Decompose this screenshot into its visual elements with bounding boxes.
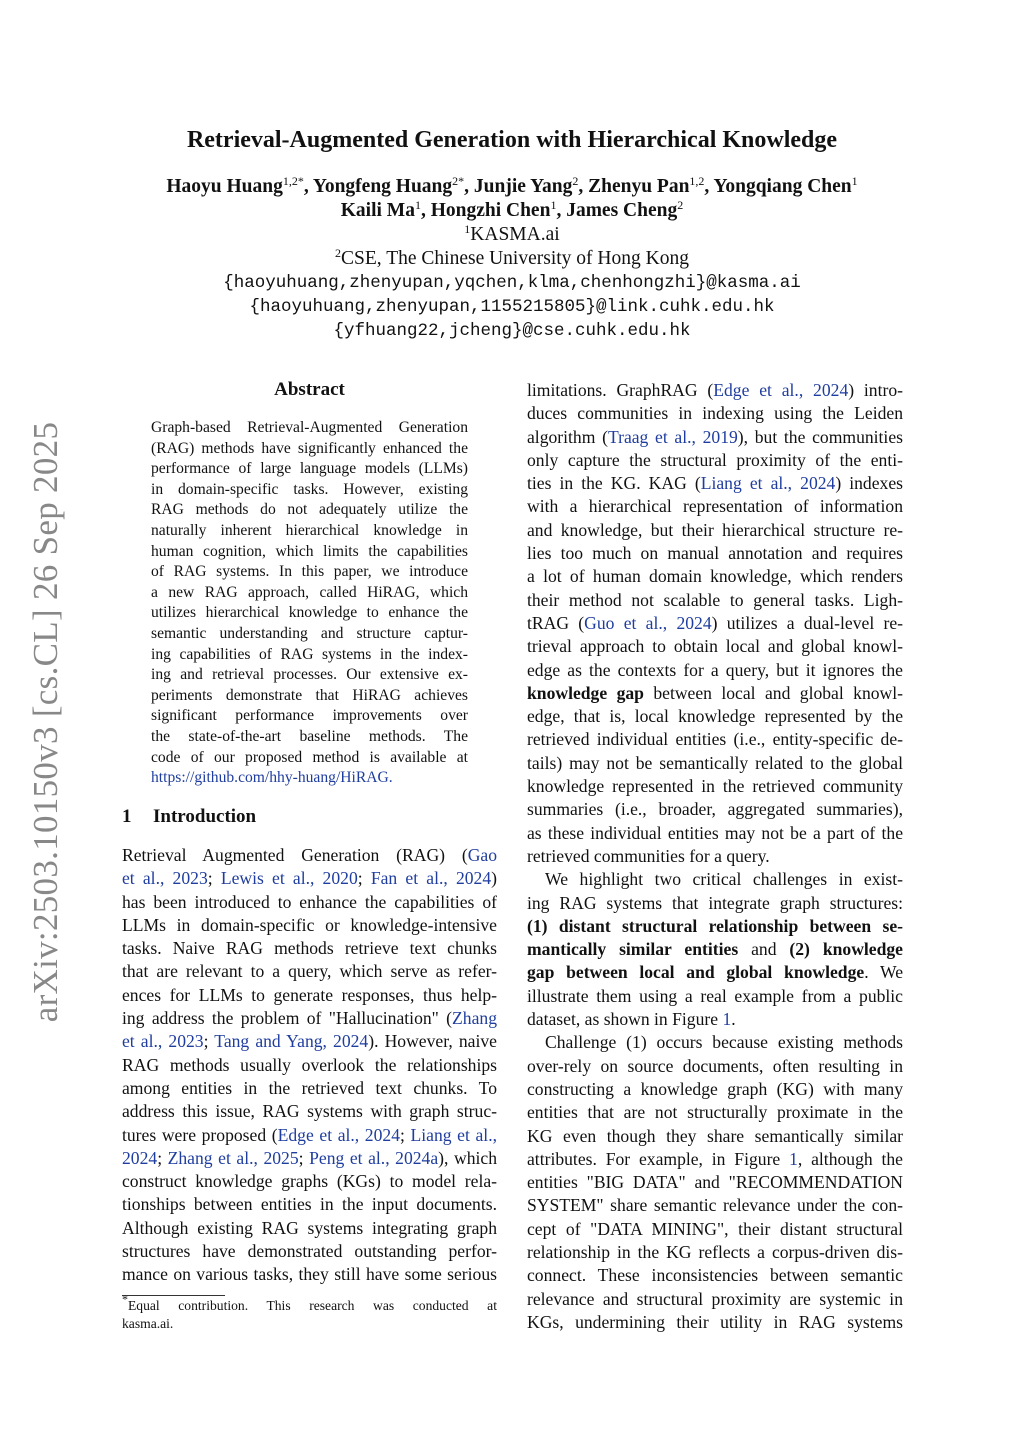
text-span: knowledge represented in the retrieved community bbox=[527, 776, 903, 797]
text-span: . We bbox=[864, 962, 904, 983]
text-line bbox=[527, 635, 903, 658]
text-line bbox=[527, 961, 903, 984]
text-span: tails) may not be semantically related to the global bbox=[527, 752, 903, 773]
text-span: duces communities in indexing using the Leiden bbox=[527, 403, 903, 424]
text-line bbox=[151, 500, 468, 521]
text-span: Retrieval Augmented Generation (RAG) ( bbox=[122, 845, 468, 865]
text-span: as these individual entities may not be a part of the bbox=[527, 822, 903, 843]
author: , Yongfeng Huang bbox=[303, 176, 453, 197]
affiliation-mark: 1 bbox=[550, 198, 557, 212]
citation-link[interactable]: 2024 bbox=[800, 473, 836, 494]
text-line bbox=[527, 1218, 903, 1241]
text-span: among entities in the retrieved text chunks. To bbox=[122, 1077, 497, 1098]
text-span: their method not scalable to general tasks. Ligh- bbox=[527, 589, 903, 610]
text-span: edge, that is, local knowledge represented by the bbox=[527, 706, 903, 727]
text-span: kasma.ai. bbox=[122, 1316, 174, 1331]
text-line bbox=[151, 768, 468, 789]
footnote-mark: * bbox=[122, 1292, 128, 1306]
affiliation-mark: 2* bbox=[452, 174, 465, 188]
text-span: dataset, as shown in Figure bbox=[527, 1009, 723, 1030]
text-span: , although the bbox=[797, 1148, 903, 1169]
text-line bbox=[122, 1054, 497, 1077]
text-line bbox=[527, 379, 903, 402]
text-span: in domain-specific tasks. However, existing bbox=[151, 480, 468, 498]
email-line: {haoyuhuang,zhenyupan,yqchen,klma,chenhongzhi}@kasma.ai bbox=[223, 273, 801, 293]
bold-text: mantically similar entities bbox=[527, 939, 739, 960]
footnote-rule bbox=[122, 1295, 225, 1296]
citation-link[interactable]: 2024 bbox=[122, 1147, 158, 1168]
email-line: {yfhuang22,jcheng}@cse.cuhk.edu.hk bbox=[333, 321, 691, 341]
text-span: (RAG) methods have significantly enhanced the bbox=[151, 439, 468, 457]
text-line bbox=[122, 1007, 497, 1030]
text-line bbox=[527, 565, 903, 588]
citation-link[interactable]: Lewis et al., 2020 bbox=[220, 868, 358, 889]
text-span: of RAG systems. In this paper, we introduce bbox=[151, 563, 468, 581]
bold-text: gap between local and global knowledge bbox=[527, 962, 865, 983]
text-span: the state-of-the-art baseline methods. The bbox=[151, 727, 468, 745]
text-line bbox=[527, 659, 903, 682]
text-line bbox=[527, 1148, 903, 1171]
text-line bbox=[527, 892, 903, 915]
affiliation-mark: 1 bbox=[414, 198, 421, 212]
text-line bbox=[527, 985, 903, 1008]
text-span: LLMs in domain-specific or knowledge-intensive bbox=[122, 914, 497, 935]
affiliation-mark: 1,2* bbox=[282, 174, 304, 188]
affiliations bbox=[0, 223, 1024, 343]
text-span: . bbox=[731, 1009, 736, 1030]
affiliation-mark: 2 bbox=[335, 246, 342, 260]
citation-link[interactable]: 1 bbox=[722, 1009, 732, 1030]
text-line bbox=[151, 418, 468, 439]
text-line bbox=[122, 891, 497, 914]
text-line bbox=[122, 1193, 497, 1216]
text-span bbox=[803, 380, 813, 400]
text-line bbox=[122, 1217, 497, 1240]
text-span: ing RAG systems that integrate graph structures: bbox=[527, 892, 903, 913]
text-span: ). However, naive bbox=[368, 1031, 497, 1052]
text-span: ; bbox=[157, 1147, 168, 1168]
citation-link[interactable]: Liang et al., bbox=[700, 473, 793, 494]
text-span: performance of large language models (LLMs) bbox=[151, 460, 468, 478]
text-line bbox=[122, 1147, 497, 1170]
text-span: Equal contribution. This research was conducted at bbox=[128, 1298, 497, 1313]
text-line bbox=[151, 459, 468, 480]
text-line bbox=[151, 542, 468, 563]
affiliation-mark: 1 bbox=[464, 222, 471, 236]
text-line bbox=[527, 1031, 903, 1054]
paper-title: Retrieval-Augmented Generation with Hierarchical Knowledge bbox=[186, 127, 838, 153]
text-span: construct knowledge graphs (KGs) to model rela- bbox=[122, 1171, 497, 1192]
text-span: that are relevant to a query, which serve as refer- bbox=[122, 961, 497, 982]
arxiv-identifier-stamp: arXiv:2503.10150v3 [cs.CL] 26 Sep 2025 bbox=[26, 421, 65, 1023]
text-line bbox=[122, 1124, 497, 1147]
text-span: Although existing RAG systems integrating graph bbox=[122, 1217, 497, 1238]
text-span: KG even though they share semantically similar bbox=[527, 1125, 903, 1146]
author-line-1 bbox=[0, 175, 1024, 199]
author: , Yongqiang Chen bbox=[704, 176, 852, 197]
affiliation bbox=[0, 247, 1024, 271]
text-line bbox=[122, 867, 497, 890]
text-span: and knowledge, but their hierarchical structure re- bbox=[527, 519, 903, 540]
text-line bbox=[527, 1055, 903, 1078]
text-span: ; bbox=[400, 1124, 411, 1145]
text-span: illustrate them using a real example from a public bbox=[527, 985, 903, 1006]
text-span: ing address the problem of "Hallucination" ( bbox=[122, 1008, 453, 1029]
text-span: ing and retrieval processes. Our extensive ex- bbox=[151, 666, 468, 684]
author: , Junjie Yang bbox=[464, 176, 573, 197]
text-line bbox=[527, 1078, 903, 1101]
citation-link[interactable]: Tang and Yang, 2024 bbox=[214, 1031, 369, 1052]
text-line bbox=[527, 915, 903, 938]
text-span: address this issue, RAG systems with graph struc- bbox=[122, 1101, 497, 1122]
text-line bbox=[122, 984, 497, 1007]
text-span: algorithm ( bbox=[527, 426, 608, 447]
text-span: attributes. For example, in Figure bbox=[527, 1148, 790, 1169]
text-line bbox=[151, 748, 468, 769]
text-span: summaries (i.e., broader, aggregated summaries), bbox=[527, 799, 903, 820]
citation-link[interactable]: Guo et al., bbox=[584, 612, 668, 633]
text-span: has been introduced to enhance the capabilities of bbox=[122, 891, 497, 912]
citation-link[interactable]: Peng et al., 2024a bbox=[309, 1147, 439, 1168]
text-span: lies too much on manual annotation and requires bbox=[527, 543, 903, 564]
text-line bbox=[122, 844, 497, 867]
text-span: ties in the KG. KAG ( bbox=[527, 473, 701, 494]
text-span: retrieved individual entities (i.e., entity-specific de- bbox=[527, 729, 903, 750]
text-span: relationship in the KG reflects a corpus-driven dis- bbox=[527, 1241, 903, 1262]
text-span: semantic understanding and structure captur- bbox=[151, 624, 468, 642]
text-line bbox=[122, 1315, 497, 1333]
text-span: KGs, undermining their utility in RAG systems bbox=[527, 1311, 903, 1332]
text-line bbox=[151, 603, 468, 624]
text-line bbox=[527, 449, 903, 472]
text-span bbox=[792, 473, 800, 493]
citation-link[interactable]: et al., 2023 bbox=[122, 1031, 204, 1052]
text-line bbox=[527, 822, 903, 845]
text-span: SYSTEM" share semantic relevance under the con- bbox=[527, 1195, 903, 1216]
text-line bbox=[527, 472, 903, 495]
text-line bbox=[527, 519, 903, 542]
text-span: tasks. Naive RAG methods retrieve text chunks bbox=[122, 938, 497, 959]
text-line bbox=[527, 938, 903, 961]
text-span: Challenge (1) occurs because existing methods bbox=[545, 1032, 903, 1053]
section-heading-introduction bbox=[122, 806, 256, 828]
text-span: naturally inherent hierarchical knowledge in bbox=[151, 521, 468, 539]
text-line bbox=[527, 752, 903, 775]
citation-link[interactable]: et al., 2023 bbox=[122, 868, 208, 889]
text-line bbox=[527, 495, 903, 518]
text-span: ) bbox=[491, 868, 497, 889]
author: , Zhenyu Pan bbox=[578, 176, 690, 197]
citation-link[interactable]: Edge et al., 2024 bbox=[277, 1124, 400, 1145]
text-line bbox=[527, 705, 903, 728]
text-span: periments demonstrate that HiRAG achieves bbox=[151, 686, 468, 704]
citation-link[interactable]: 2019 bbox=[702, 426, 738, 447]
affiliation bbox=[0, 223, 1024, 247]
text-line bbox=[527, 798, 903, 821]
text-span: retrieved communities for a query. bbox=[527, 845, 770, 866]
section-number: 1 bbox=[122, 806, 132, 827]
citation-link[interactable]: 2024 bbox=[813, 380, 849, 400]
author: Haoyu Huang bbox=[166, 176, 283, 197]
text-span: and bbox=[738, 939, 790, 960]
text-span: Graph-based Retrieval-Augmented Generation bbox=[151, 419, 468, 436]
text-line bbox=[151, 480, 468, 501]
text-span: We highlight two critical challenges in exist- bbox=[545, 869, 903, 890]
text-line bbox=[527, 1288, 903, 1311]
text-span: tures were proposed ( bbox=[122, 1124, 278, 1145]
email-line: {haoyuhuang,zhenyupan,1155215805}@link.cuhk.edu.hk bbox=[249, 297, 775, 317]
text-span: ) utilizes a dual-level re- bbox=[711, 612, 903, 633]
author: , James Cheng bbox=[556, 200, 678, 221]
text-span: ; bbox=[207, 868, 221, 889]
text-span: code of our proposed method is available at bbox=[151, 748, 468, 766]
affiliation-name: CSE, The Chinese University of Hong Kong bbox=[341, 248, 689, 269]
text-line bbox=[151, 439, 468, 460]
text-span: between local and global knowl- bbox=[643, 682, 903, 703]
text-line bbox=[151, 521, 468, 542]
text-line bbox=[527, 1008, 903, 1031]
text-line bbox=[122, 1170, 497, 1193]
text-line bbox=[527, 1194, 903, 1217]
author-line-2 bbox=[0, 199, 1024, 223]
text-span: only capture the structural proximity of the enti- bbox=[527, 449, 903, 470]
citation-link[interactable]: 1 bbox=[789, 1148, 798, 1169]
bold-text: (2) knowledge bbox=[789, 939, 903, 960]
bold-text: (1) distant structural relationship between se- bbox=[527, 915, 903, 936]
text-line bbox=[527, 402, 903, 425]
text-line bbox=[151, 686, 468, 707]
text-line bbox=[527, 1311, 903, 1334]
affiliation-mark: 1 bbox=[851, 174, 858, 188]
abstract-body bbox=[151, 418, 468, 789]
footnote bbox=[122, 1292, 497, 1333]
text-span: entities that are not structurally proximate in the bbox=[527, 1102, 903, 1123]
citation-link[interactable]: Zhang bbox=[452, 1008, 497, 1029]
citation-link[interactable]: Fan et al., 2024 bbox=[370, 868, 492, 889]
text-span: constructing a knowledge graph (KG) with many bbox=[527, 1078, 903, 1099]
text-span: a lot of human domain knowledge, which renders bbox=[527, 566, 903, 587]
citation-link[interactable]: Traag et al., bbox=[607, 426, 696, 447]
affiliation-mark: 2 bbox=[572, 174, 579, 188]
text-span: ; bbox=[298, 1147, 310, 1168]
text-span: over-rely on source documents, often resulting in bbox=[527, 1055, 903, 1076]
text-line bbox=[151, 562, 468, 583]
text-span: entities "BIG DATA" and "RECOMMENDATION bbox=[527, 1172, 903, 1193]
text-line bbox=[151, 665, 468, 686]
text-line bbox=[122, 1240, 497, 1263]
author-list bbox=[0, 175, 1024, 223]
introduction-left-column bbox=[122, 844, 497, 1287]
affiliation-name: KASMA.ai bbox=[470, 224, 560, 245]
text-span: tionships between entities in the input documents. bbox=[122, 1194, 497, 1215]
citation-link[interactable]: Liang et al., bbox=[410, 1124, 497, 1145]
text-span: significant performance improvements over bbox=[151, 707, 468, 725]
text-span: connect. These inconsistencies between semantic bbox=[527, 1265, 903, 1286]
text-span: human cognition, which limits the capabilities bbox=[151, 542, 468, 560]
text-line bbox=[527, 775, 903, 798]
text-line bbox=[151, 727, 468, 748]
text-span: RAG methods do not adequately utilize the bbox=[151, 501, 468, 519]
text-span: relevance and structural proximity are systemic in bbox=[527, 1288, 903, 1309]
citation-link[interactable]: Zhang et al., 2025 bbox=[167, 1147, 299, 1168]
text-span: RAG methods usually overlook the relationships bbox=[122, 1054, 497, 1075]
text-line bbox=[122, 1030, 497, 1053]
text-line bbox=[527, 589, 903, 612]
citation-link[interactable]: https://github.com/hhy-huang/HiRAG. bbox=[151, 769, 393, 787]
text-line bbox=[122, 914, 497, 937]
text-line bbox=[122, 937, 497, 960]
text-line bbox=[527, 1264, 903, 1287]
text-line bbox=[151, 706, 468, 727]
text-line bbox=[151, 583, 468, 604]
text-line bbox=[122, 1077, 497, 1100]
text-line bbox=[527, 845, 903, 868]
text-line bbox=[527, 426, 903, 449]
text-line bbox=[527, 1241, 903, 1264]
affiliation-mark: 1,2 bbox=[689, 174, 705, 188]
text-line bbox=[527, 1101, 903, 1124]
text-span: a new RAG approach, called HiRAG, which bbox=[151, 583, 468, 601]
text-span: limitations. GraphRAG ( bbox=[527, 380, 714, 400]
citation-link[interactable]: Edge et al., bbox=[713, 380, 804, 400]
text-line bbox=[527, 1171, 903, 1194]
text-line bbox=[527, 682, 903, 705]
text-line bbox=[527, 868, 903, 891]
section-title: Introduction bbox=[153, 806, 257, 827]
text-span: cept of "DATA MINING", their distant structural bbox=[527, 1218, 903, 1239]
text-span: ences for LLMs to generate responses, thus help- bbox=[122, 984, 497, 1005]
text-line bbox=[151, 645, 468, 666]
text-span: ), but the communities bbox=[737, 426, 903, 447]
right-column-text bbox=[527, 379, 903, 1334]
text-span: edge as the contexts for a query, but it ignores the bbox=[527, 659, 903, 680]
text-span: mance on various tasks, they still have some serious bbox=[122, 1264, 497, 1285]
text-span: ) intro- bbox=[848, 380, 903, 400]
affiliation-mark: 2 bbox=[677, 198, 684, 212]
text-span: structures have demonstrated outstanding perfor- bbox=[122, 1241, 497, 1262]
abstract-heading: Abstract bbox=[274, 379, 345, 400]
text-span: ; bbox=[357, 868, 371, 889]
citation-link[interactable]: Gao bbox=[467, 845, 497, 865]
text-span: trieval approach to obtain local and global knowl- bbox=[527, 636, 903, 657]
text-line bbox=[122, 1292, 497, 1315]
text-line bbox=[527, 612, 903, 635]
author: , Hongzhi Chen bbox=[420, 200, 551, 221]
text-span: tRAG ( bbox=[527, 612, 585, 633]
bold-text: knowledge gap bbox=[527, 682, 644, 703]
text-span: ) indexes bbox=[835, 473, 903, 494]
text-line bbox=[527, 542, 903, 565]
text-line bbox=[151, 624, 468, 645]
citation-link[interactable]: 2024 bbox=[676, 612, 712, 633]
author: Kaili Ma bbox=[340, 200, 415, 221]
text-line bbox=[122, 960, 497, 983]
text-line bbox=[122, 1100, 497, 1123]
text-span: with a hierarchical representation of information bbox=[527, 496, 903, 517]
text-span: ing capabilities of RAG systems in the index- bbox=[151, 645, 468, 663]
text-line bbox=[122, 1263, 497, 1286]
text-span: ), which bbox=[438, 1147, 497, 1168]
text-line bbox=[527, 1125, 903, 1148]
text-span: ; bbox=[203, 1031, 215, 1052]
text-span bbox=[696, 427, 703, 447]
text-span: utilizes hierarchical knowledge to enhance the bbox=[151, 604, 468, 622]
text-line bbox=[527, 728, 903, 751]
